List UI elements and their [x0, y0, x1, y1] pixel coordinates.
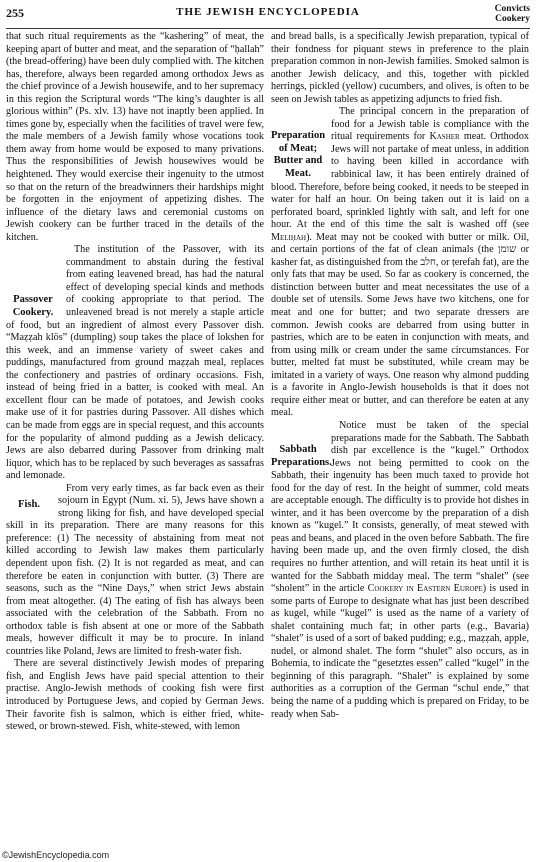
sidenote-sabbath: Sabbath Preparations. — [271, 443, 332, 468]
running-head — [495, 4, 530, 24]
page-title: THE JEWISH ENCYCLOPEDIA — [176, 6, 360, 18]
meat-text-b: meat. Orthodox Jews will not partake of meat unless, in addition to having been killed in accordance with rabbinical law, it has been entirely drained of blood. Therefore, before being cooked, it needs to be steeped in water for half an hour. On being taken out it is laid on a perforated board, sprinkled lightly with salt, and left for one hour. At the end of this time the salt is washed off (see — [271, 131, 529, 231]
page-number: 255 — [6, 6, 24, 20]
sabbath-text-a: Notice must be taken of the special preparations made for the Sabbath. The Sabbath dish par excellence is the “kugel.” Orthodox Jews not being permitted to cook on the Sabbath, their ingenuity has been much taxed to provide hot food for the day of rest. In the height of summer, cold meats are acceptable enough. The difficulty is to provide hot dishes in winter, and it has been overcome by the preparation of a dish known as “kugel.” It consists, generally, of meat stewed with peas and beans, and placed in the oven before Sabbath. The fire having been made up, and the oven firmly closed, the dish requires no further attention, and will retain its heat until it is wanted for the Sabbath midday meal. The term “shalet” (see “sholent” in the article — [271, 419, 529, 595]
right-column — [271, 31, 529, 841]
sidenote-passover: Passover Cookery. — [12, 294, 54, 318]
left-paragraph-2 — [6, 244, 264, 482]
sidenote-fish: Fish. — [18, 498, 40, 510]
sidenote-meat: Preparation of Meat; Butter and Meat. — [271, 130, 326, 179]
right-paragraph-2 — [271, 106, 529, 420]
right-paragraph-1: and bread balls, is a specifically Jewish preparation, typical of their fondness for piquant stews in preference to the plain preparation common in non-Jewish families. Smoked salmon is another Jewish delicacy, and this, together with pickled herrings, pickled (yellow) cucumbers, and olives, is often to be seen on Jewish tables as appetizing adjuncts to fried fish. — [271, 31, 529, 105]
meat-text-c: ). Meat may not be cooked with butter or milk. Oil, and certain portions of the fat of clean animals (the שומן or kasher fat, as distinguished from the חלב, or ṭerefah fat), are the only fats that may be used. So far as cookery is concerned, the distinction between butter and meat necessitates the use of a double set of utensils. Some Jews have two kitchens, one for meat and one for butter; and two separate dressers are common. Jewish cooks are debarred from using butter in pastries, which are to be eaten in conjunction with meats, and from using milk or cream under the same circumstances. For butter, melted fat must be substituted, while cream may be imitated in a variety of ways. One reason why almond pudding is a favorite in Anglo-Jewish households is that it does not require either meat or butter, and can therefore be eaten at any meal. — [271, 231, 529, 419]
left-paragraph-1: that such ritual requirements as the “kashering” of meat, the keeping apart of butter and meat, and the separation of “ḥallah” (the bread-offering) have been duly complied with. The kitchen has, therefore, always been regarded among orthodox Jews as the chief province of a Jewish housewife, and to her supremacy in this region the Scriptural words “The king’s daughter is all glorious within” (Ps. xlv. 13) have not inaptly been applied. In times gone by, especially when the facilities of travel were few, the male members of a Jewish family whose vocations took them away from home would be exposed to many privations. Thus the responsibilities of Jewish housewives would be heightened. They would exercise their ingenuity to the utmost so that on the return of the breadwinners their hardships might be forgotten in the enjoyment of appetizing dishes. The influence of the dietary laws and ceremonial customs on Jewish cookery can be further traced in the details of the kitchen. — [6, 31, 264, 243]
meat-text-a: The principal concern in the preparation of food for a Jewish table is compliance with the ritual requirements for — [331, 106, 529, 143]
page-header — [6, 4, 530, 29]
kasher-link[interactable]: Kasher — [429, 131, 460, 143]
cookery-eastern-europe-link[interactable]: Cookery in Eastern Europe — [367, 583, 483, 595]
running-head-line1: Convicts — [494, 4, 530, 14]
running-head-line2: Cookery — [495, 14, 530, 24]
passover-text: The institution of the Passover, with its commandment to abstain during the festival from eating leavened bread, has had the natural effect of developing special kinds and methods of cooking appropriate to that period. The unleavened bread is not merely a staple article of food, but an ingredient of almost every Passover dish. “Maẓẓah klös” (dumpling) soup takes the place of lokshen for this week, and an immense variety of sweet cakes and puddings, manufactured from ground maẓẓah meal, replaces the confectionery and pastries of ordinary occasions. Fish, instead of being fried in a batter, is cooked with meal. An excellent flour can be made of potatoes, and Jewish cooks make use of it for pastries during Passover. All dishes which can be made from eggs are in special request, and this accounts for the popularity of almond pudding as a Jewish delicacy. Jews are also debarred during Passover from drinking malt liquor, which has to be replaced by such beverages as sassafras and lemonade. — [6, 244, 264, 482]
meliah-link[interactable]: Meliḥah — [271, 231, 307, 243]
sabbath-text-b: ) is used in some parts of Europe to designate what has just been described as kugel, while “kugel” is used as the name of a variety of shalet containing much fat; in other parts (e.g., Bavaria) “shalet” is used of a sort of baked pudding; e.g., maẓẓah, apple, nudel, or almond shalet. The form “shulet” also occurs, as in Bohemia, to indicate the “gesetztes essen” called “kugel” in the beginning of this paragraph. “Shalet” is explained by some authorities as a corruption of the German “schul ende,” that being the name of a pudding which is prepared on Friday, to be ready when Sab- — [271, 583, 529, 720]
left-paragraph-4: There are several distinctively Jewish modes of preparing fish, and English Jews have paid special attention to their practise. Anglo-Jewish methods of cooking fish were first introduced by Portuguese Jews, and copied by German Jews. Their favorite fish is salmon, which is either fried, white-stewed, or brown-stewed. Fish, white-stewed, with lemon — [6, 658, 264, 733]
fish-text: From very early times, as far back even as their sojourn in Egypt (Num. xi. 5), Jews have shown a strong liking for fish, and have developed special skill in its preparation. There are many reasons for this preference: (1) The necessity of abstaining from meat not killed according to Jewish law makes them particularly dependent upon fish. (2) It is not regarded as meat, and can therefore be eaten in conjunction with butter. (3) There are seasons, such as the “Nine Days,” when strict Jews abstain from meat altogether. (4) The eating of fish has always been associated with the celebration of the Sabbath. From no orthodox table is fish absent at one or more of the Sabbath meals, however difficult it may be to procure. In inland countries like Poland, Jews are limited to fresh-water fish. — [6, 482, 264, 657]
footer-copyright: ©JewishEncyclopedia.com — [2, 850, 110, 860]
left-paragraph-3 — [6, 483, 264, 659]
right-paragraph-3 — [271, 420, 529, 721]
left-column — [6, 31, 264, 841]
